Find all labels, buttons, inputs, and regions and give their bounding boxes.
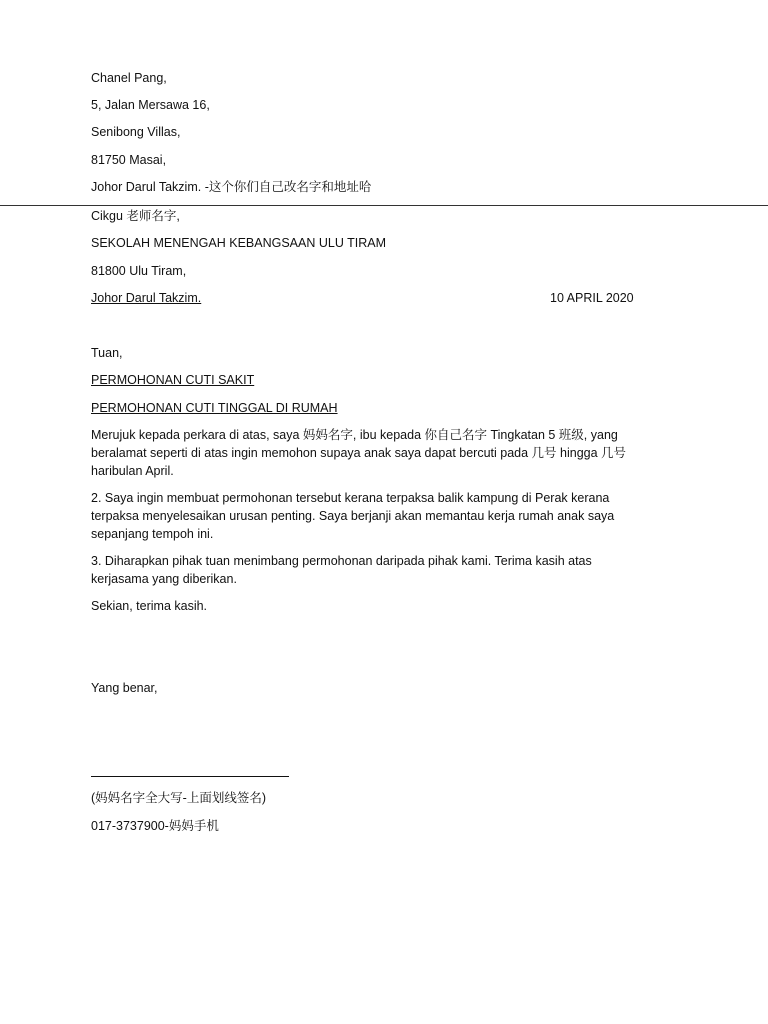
signoff-line: Yang benar, xyxy=(91,681,158,695)
phone-number: 017-3737900-妈妈手机 xyxy=(91,819,219,833)
signature-line xyxy=(91,776,289,777)
body-paragraph-3: 3. Diharapkan pihak tuan menimbang permohonan daripada pihak kami. Terima kasih atas kerjasama yang diberikan. xyxy=(91,554,592,586)
sender-state-note: Johor Darul Takzim. -这个你们自己改名字和地址哈 xyxy=(91,180,372,194)
sender-postcode-city: 81750 Masai, xyxy=(91,153,167,167)
body-paragraph-1: Merujuk kepada perkara di atas, saya 妈妈名字, ibu kepada 你自己名字 Tingkatan 5 班级, yang beralamat seperti di atas ingin memohon supaya anak saya dapat bercuti pada 几号 hingga 几号 haribulan April. xyxy=(91,428,627,478)
recipient-school: SEKOLAH MENENGAH KEBANGSAAN ULU TIRAM xyxy=(91,236,386,250)
signature-name: (妈妈名字全大写-上面划线签名) xyxy=(91,791,266,805)
subject-line-1: PERMOHONAN CUTI SAKIT xyxy=(91,373,255,387)
recipient-state: Johor Darul Takzim. xyxy=(91,291,202,305)
recipient-postcode-city: 81800 Ulu Tiram, xyxy=(91,264,187,278)
sender-name: Chanel Pang, xyxy=(91,71,167,85)
salutation: Tuan, xyxy=(91,346,123,360)
closing-line: Sekian, terima kasih. xyxy=(91,599,208,613)
subject-line-2: PERMOHONAN CUTI TINGGAL DI RUMAH xyxy=(91,401,338,415)
sender-address-line1: 5, Jalan Mersawa 16, xyxy=(91,98,210,112)
letter-date: 10 APRIL 2020 xyxy=(550,291,634,305)
divider-line xyxy=(0,205,768,206)
body-paragraph-2: 2. Saya ingin membuat permohonan tersebut kerana terpaksa balik kampung di Perak kerana terpaksa menyelesaikan urusan penting. Saya berjanji akan memantau kerja rumah anak saya sepanjang tempoh ini. xyxy=(91,491,615,541)
sender-address-line2: Senibong Villas, xyxy=(91,125,181,139)
recipient-name: Cikgu 老师名字, xyxy=(91,209,180,223)
